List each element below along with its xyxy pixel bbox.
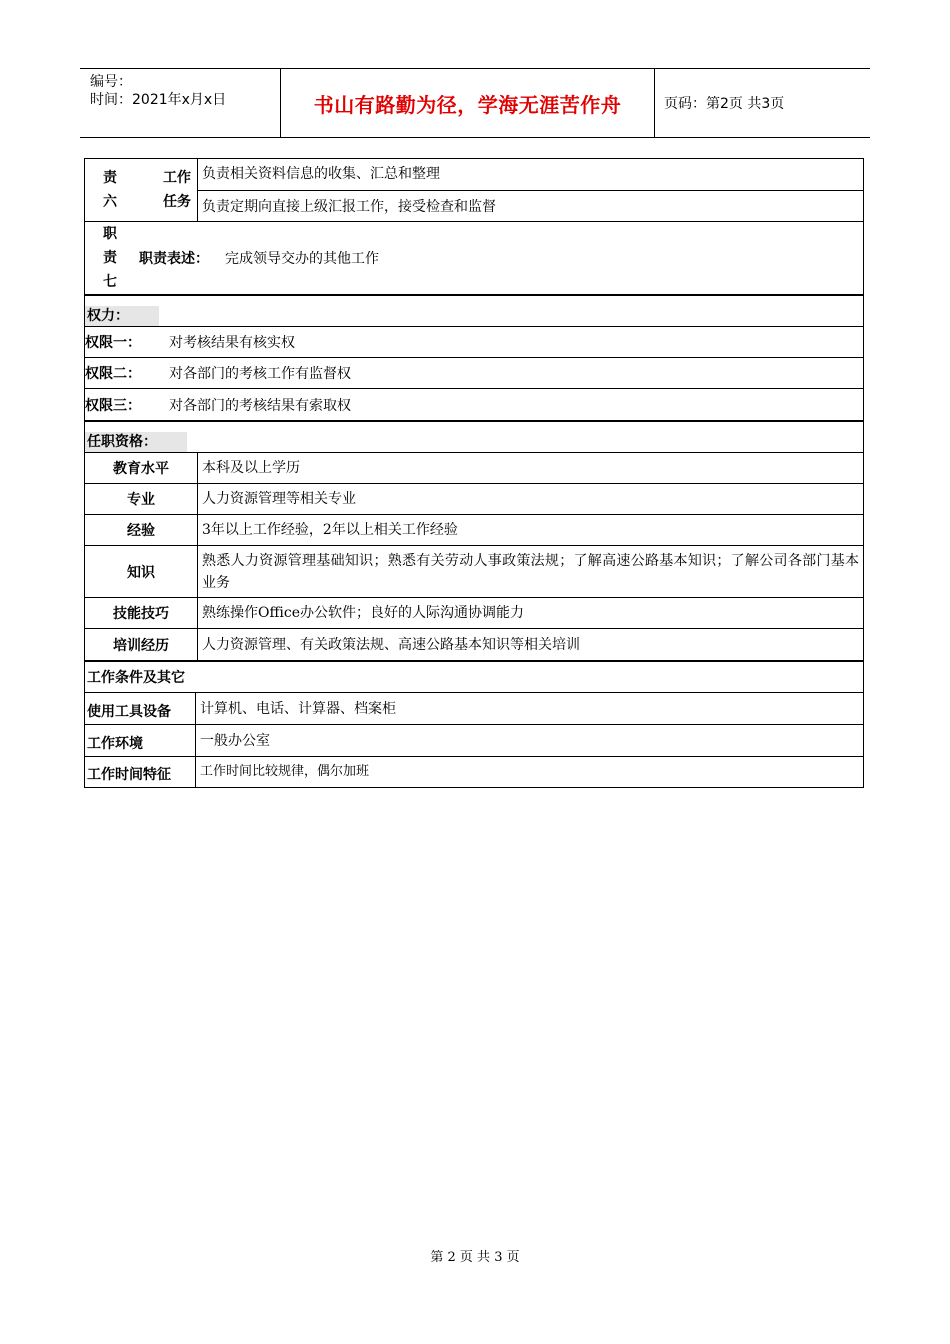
qualification-title-row (84, 422, 864, 453)
time-label: 时间：2021年x月x日 (90, 92, 227, 108)
power-row (84, 389, 864, 422)
duty7-row (84, 222, 864, 296)
power-text: 对各部门的考核工作有监督权 (169, 366, 351, 382)
qualification-title: 任职资格： (85, 432, 187, 452)
duty6-label: 责六 (103, 170, 117, 210)
conditions-title: 工作条件及其它 (87, 670, 185, 686)
conditions-label: 使用工具设备 (87, 704, 171, 720)
power-label: 权限二： (85, 366, 141, 382)
conditions-label: 工作环境 (87, 736, 143, 752)
qualification-row (84, 453, 864, 484)
power-title-cell (85, 296, 863, 326)
conditions-title-row (84, 662, 864, 693)
qualification-text: 熟悉人力资源管理基础知识；熟悉有关劳动人事政策法规；了解高速公路基本知识；了解公司各部门基本业务 (202, 552, 859, 591)
qualification-label: 经验 (127, 523, 155, 539)
header-page-cell (654, 69, 870, 137)
qualification-text-cell (197, 484, 863, 514)
qualification-label: 知识 (127, 564, 155, 581)
power-title: 权力： (85, 306, 159, 326)
power-label: 权限三： (85, 397, 141, 414)
power-item (85, 358, 863, 388)
qualification-label: 技能技巧 (113, 606, 169, 622)
qualification-label-cell (85, 629, 197, 660)
conditions-text: 工作时间比较规律，偶尔加班 (200, 764, 370, 779)
duty7-label-cell (85, 222, 135, 294)
power-item (85, 327, 863, 357)
job-description-table (84, 158, 864, 788)
power-row (84, 327, 864, 358)
conditions-label-cell (87, 725, 195, 756)
conditions-text-cell (195, 757, 863, 787)
conditions-row (84, 757, 864, 788)
motto: 书山有路勤为径，学海无涯苦作舟 (313, 92, 622, 117)
qualification-text-cell (197, 453, 863, 483)
power-text: 对各部门的考核结果有索取权 (169, 397, 351, 414)
power-item (85, 389, 863, 420)
conditions-title-cell (87, 662, 863, 692)
conditions-label: 工作时间特征 (87, 767, 171, 783)
conditions-row (84, 725, 864, 757)
duty7-desc-cell (139, 222, 863, 294)
power-text: 对考核结果有核实权 (169, 335, 295, 351)
qualification-label-cell (85, 546, 197, 597)
power-label: 权限一： (85, 335, 141, 351)
qualification-row (84, 515, 864, 546)
duty6-tasks (197, 159, 863, 221)
qualification-text: 本科及以上学历 (202, 460, 300, 476)
qualification-label: 培训经历 (113, 637, 169, 654)
qualification-row (84, 598, 864, 629)
conditions-label-cell (87, 693, 195, 724)
qualification-label: 专业 (127, 492, 155, 508)
conditions-row (84, 693, 864, 725)
qualification-text-cell (197, 598, 863, 628)
duty6-sublabel: 工作任务 (163, 170, 191, 210)
qualification-row (84, 629, 864, 662)
page-header (80, 68, 870, 138)
duty7-desc-label: 职责表述： (139, 251, 209, 267)
qualification-text: 3年以上工作经验，2年以上相关工作经验 (202, 522, 458, 538)
conditions-text: 计算机、电话、计算器、档案柜 (200, 700, 396, 717)
task-item: 负责相关资料信息的收集、汇总和整理 (198, 159, 863, 191)
conditions-text-cell (195, 693, 863, 724)
power-row (84, 358, 864, 389)
qualification-row (84, 546, 864, 598)
duty7-desc: 完成领导交办的其他工作 (225, 251, 379, 267)
qualification-row (84, 484, 864, 515)
qualification-label: 教育水平 (113, 461, 169, 477)
qualification-text-cell (197, 546, 863, 597)
duty6-sublabel-cell (135, 159, 197, 221)
qualification-text: 人力资源管理等相关专业 (202, 491, 356, 507)
duty7-label: 职责七 (103, 226, 117, 290)
power-title-row (84, 296, 864, 327)
qualification-title-cell (85, 422, 863, 452)
header-motto-cell (280, 69, 655, 137)
qualification-text: 熟练操作Office办公软件；良好的人际沟通协调能力 (202, 605, 525, 621)
qualification-label-cell (85, 453, 197, 483)
qualification-text: 人力资源管理、有关政策法规、高速公路基本知识等相关培训 (202, 636, 580, 653)
header-meta (80, 69, 280, 137)
task-item: 负责定期向直接上级汇报工作，接受检查和监督 (202, 199, 496, 215)
conditions-text: 一般办公室 (200, 732, 270, 749)
page-info: 页码：第2页 共3页 (664, 96, 785, 112)
qualification-label-cell (85, 515, 197, 545)
qualification-label-cell (85, 598, 197, 628)
conditions-label-cell (87, 757, 195, 787)
qualification-text-cell (197, 629, 863, 660)
page-footer: 第 2 页 共 3 页 (430, 1250, 520, 1265)
duty6-row (84, 158, 864, 222)
qualification-text-cell (197, 515, 863, 545)
number-label: 编号： (90, 74, 132, 90)
duty6-label-cell (85, 159, 135, 221)
qualification-label-cell (85, 484, 197, 514)
conditions-text-cell (195, 725, 863, 756)
